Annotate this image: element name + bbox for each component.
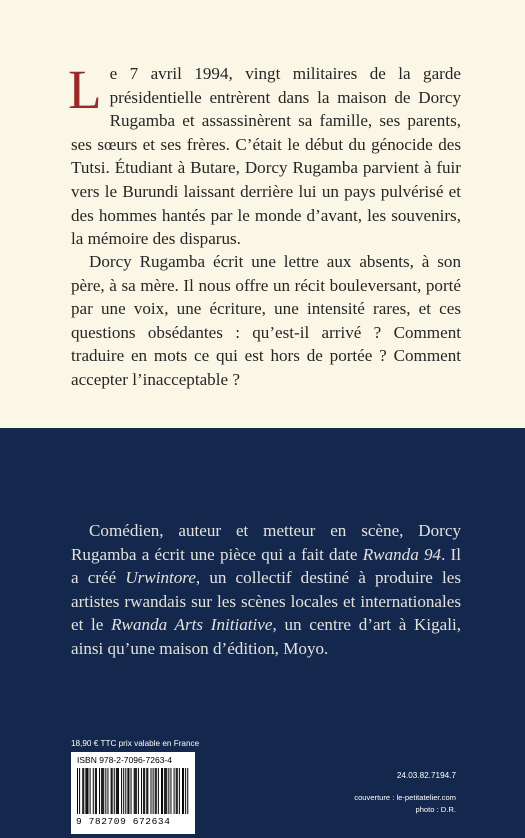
author-bio <box>71 519 461 661</box>
bio-text-1: Comédien, auteur et metteur en scène, Dorcy Rugamba a écrit une pièce qui a fait date <box>71 521 461 564</box>
summary-paragraph-1 <box>68 59 461 251</box>
bio-title-urwintore: Urwintore <box>125 568 196 588</box>
bio-text-3: , un collectif destiné à produire les artistes rwandais sur les scènes locales et internationales et le <box>71 568 461 635</box>
bio-title-rwanda-94: Rwanda 94 <box>362 544 442 564</box>
price-label: 18,90 € TTC prix valable en France <box>71 739 200 748</box>
bio-text-4: , un centre d’art à Kigali, ainsi qu’une maison d’édition, Moyo. <box>71 615 461 658</box>
isbn-label: ISBN 978-2-7096-7263-4 <box>77 755 172 765</box>
barcode-box <box>71 752 195 834</box>
bio-title-rwanda-arts-initiative: Rwanda Arts Initiative <box>111 615 273 635</box>
photo-credit: photo : D.R. <box>415 804 456 814</box>
cover-credit: couverture : le-petitatelier.com <box>354 793 456 802</box>
bio-text-2: . Il a créé <box>71 544 461 588</box>
summary-paragraph-1-text: e 7 avril 1994, vingt militaires de la garde présidentielle entrèrent dans la maison de Dorcy Rugamba et assassinèrent sa famille, ses parents, ses sœurs et ses frères. C’était le début du génocide des Tutsi. Étudiant à Butare, Dorcy Rugamba parvient à fuir vers le Burundi laissant derrière lui un pays pulvérisé et des hommes hantés par le monde d’avant, les souvenirs, la mémoire des disparus. <box>71 64 461 249</box>
barcode-icon <box>77 768 189 816</box>
product-code: 24.03.82.7194.7 <box>396 771 456 780</box>
summary-paragraph-2: Dorcy Rugamba écrit une lettre aux absents, à son père, à sa mère. Il nous offre un récit bouleversant, porté par une voix, une écriture, une intensité rares, et ces questions obsédantes : qu’est-il arrivé ? Comment traduire en mots ce qui est hors de portée ? Comment accepter l’inacceptable ? <box>71 252 461 389</box>
drop-cap: L <box>68 59 102 120</box>
credits <box>354 792 456 815</box>
barcode-number: 9 782709 672634 <box>76 816 171 827</box>
